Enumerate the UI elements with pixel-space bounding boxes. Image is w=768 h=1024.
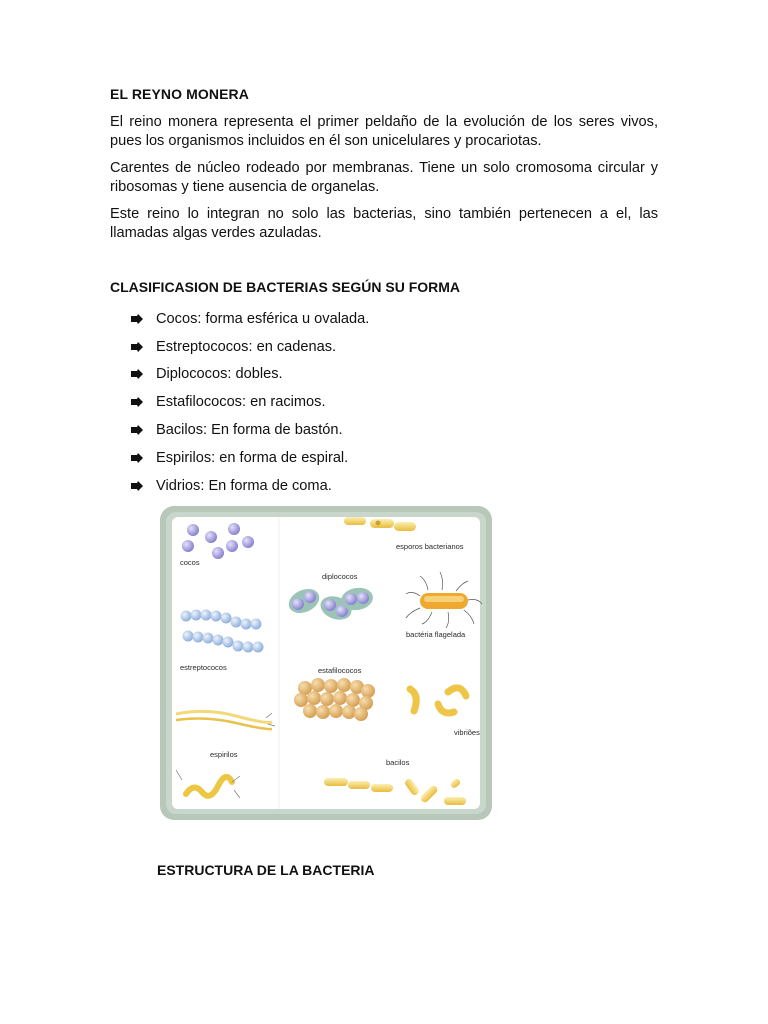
classification-heading: CLASIFICASION DE BACTERIAS SEGÚN SU FORMA	[110, 279, 461, 295]
bacteria-shape-list	[130, 305, 369, 500]
list-item-text: Estafilococos: en racimos.	[156, 394, 326, 411]
right-pointing-hand-icon	[130, 341, 156, 353]
bacteria-shapes-figure	[158, 504, 494, 822]
list-item	[130, 388, 369, 416]
list-item	[130, 416, 369, 444]
label-estreptococos: estreptococos	[180, 663, 227, 672]
list-item-text: Estreptococos: en cadenas.	[156, 338, 337, 355]
list-item	[130, 361, 369, 389]
list-item	[130, 305, 369, 333]
list-item	[130, 333, 369, 361]
paragraph-members: Este reino lo integran no solo las bacterias, sino también pertenecen a el, las llamadas algas verdes azuladas.	[110, 206, 658, 241]
right-pointing-hand-icon	[130, 480, 156, 492]
right-pointing-hand-icon	[130, 424, 156, 436]
list-item-text: Cocos: forma esférica u ovalada.	[156, 310, 370, 327]
estafilococos-illustration	[294, 678, 375, 721]
label-estafilococos: estafilococos	[318, 666, 362, 675]
label-cocos: cocos	[180, 558, 200, 567]
label-flagelada: bactéria flagelada	[406, 630, 466, 639]
list-item-text: Diplococos: dobles.	[156, 366, 283, 383]
right-pointing-hand-icon	[130, 313, 156, 325]
label-espirilos: espirilos	[210, 750, 238, 759]
label-bacilos: bacilos	[386, 758, 410, 767]
list-item-text: Vidrios: En forma de coma.	[156, 477, 332, 494]
list-item-text: Bacilos: En forma de bastón.	[156, 422, 343, 439]
right-pointing-hand-icon	[130, 452, 156, 464]
label-diplococos: diplococos	[322, 572, 358, 581]
list-item-text: Espirilos: en forma de espiral.	[156, 449, 349, 466]
paragraph-nucleus: Carentes de núcleo rodeado por membranas. Tiene un solo cromosoma circular y ribosomas y tiene ausencia de organelas.	[110, 160, 658, 195]
paragraph-intro: El reino monera representa el primer peldaño de la evolución de los seres vivos, pues los organismos incluidos en él son unicelulares y procariotas.	[110, 114, 658, 149]
list-item	[130, 472, 369, 500]
structure-heading: ESTRUCTURA DE LA BACTERIA	[157, 862, 375, 878]
list-item	[130, 444, 369, 472]
main-heading: EL REYNO MONERA	[110, 86, 249, 102]
right-pointing-hand-icon	[130, 396, 156, 408]
right-pointing-hand-icon	[130, 368, 156, 380]
label-esporos: esporos bacterianos	[396, 542, 464, 551]
label-vibrioes: vibriões	[454, 728, 480, 737]
